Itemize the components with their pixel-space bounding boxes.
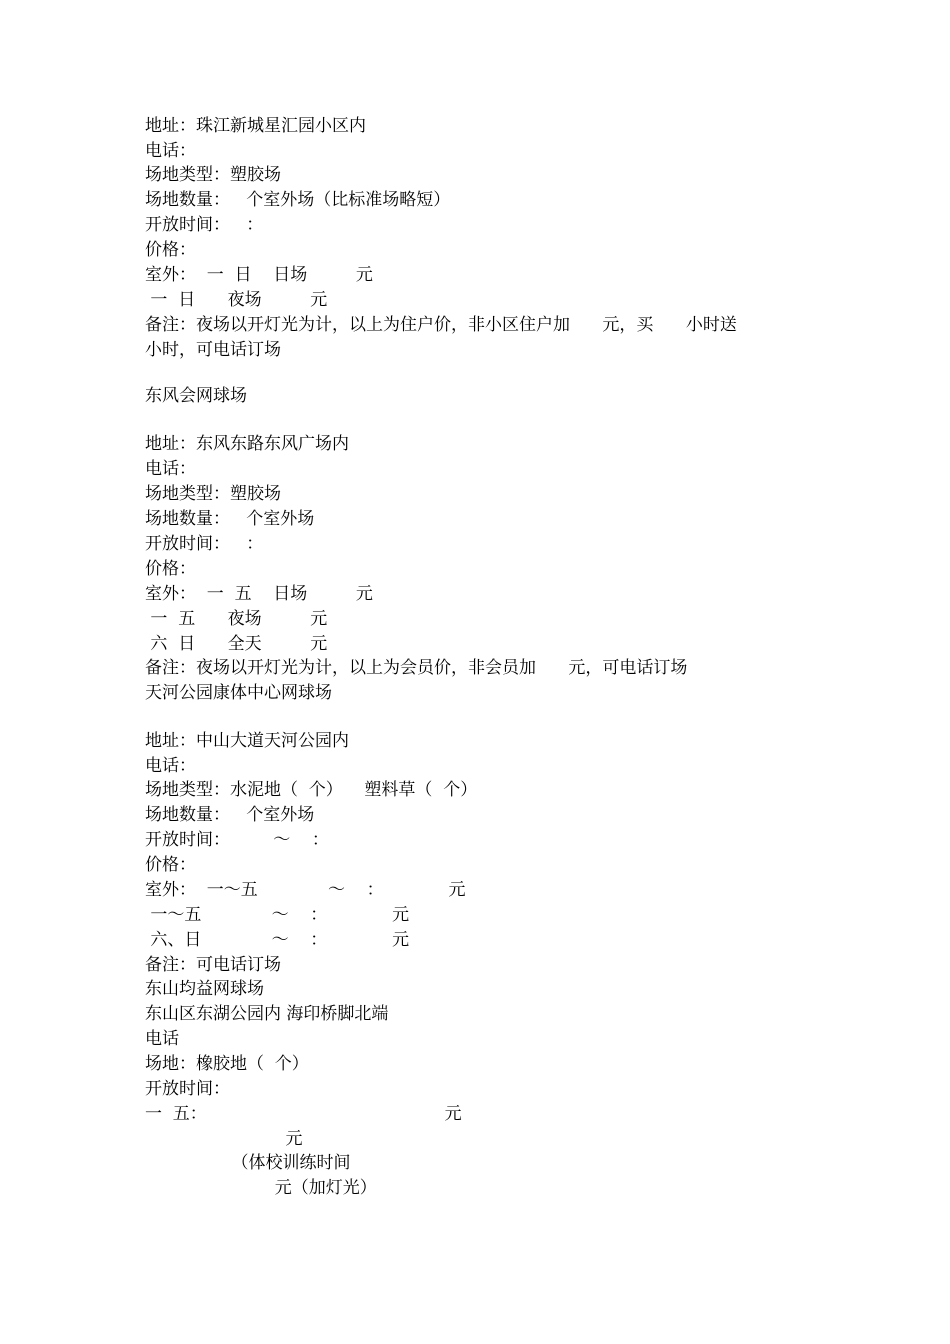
venue3-hours: 开放时间： ～ ： [145, 830, 329, 850]
venue2-price-line3: 六 日 全天 元 [145, 634, 328, 654]
venue2-phone: 电话： [145, 459, 196, 479]
venue1-court-type: 场地类型：塑胶场 [145, 165, 281, 185]
venue3-price-line2: 一～五 ～ ： 元 [145, 905, 410, 925]
venue4-court: 场地：橡胶地（ 个） [145, 1054, 309, 1074]
venue4-hours: 开放时间： [145, 1079, 230, 1099]
venue4-price-a: 元 [145, 1129, 303, 1149]
venue1-hours: 开放时间： ： [145, 215, 264, 235]
venue4-phone: 电话 [145, 1029, 179, 1049]
venue4-training: （体校训练时间 [145, 1153, 351, 1173]
venue2-note: 备注：夜场以开灯光为计，以上为会员价，非会员加 元，可电话订场 [145, 658, 688, 678]
venue2-price-line2: 一 五 夜场 元 [145, 609, 328, 629]
venue3-court-type: 场地类型：水泥地（ 个） 塑料草（ 个） [145, 780, 478, 800]
venue3-phone: 电话： [145, 756, 196, 776]
venue3-price-label: 价格： [145, 855, 196, 875]
venue1-note-line1: 备注：夜场以开灯光为计，以上为住户价，非小区住户加 元，买 小时送 [145, 315, 737, 335]
venue2-court-type: 场地类型：塑胶场 [145, 484, 281, 504]
venue2-court-count: 场地数量： 个室外场 [145, 509, 315, 529]
venue3-note: 备注：可电话订场 [145, 955, 281, 975]
venue1-price-line2: 一 日 夜场 元 [145, 290, 328, 310]
venue1-address: 地址：珠江新城星汇园小区内 [145, 116, 366, 136]
venue4-name: 东山均益网球场 [145, 979, 264, 999]
venue3-price-line3: 六、日 ～ ： 元 [145, 930, 410, 950]
venue2-price-line1: 室外： 一 五 日场 元 [145, 584, 373, 604]
venue1-note-line2: 小时，可电话订场 [145, 340, 281, 360]
venue1-court-count: 场地数量： 个室外场（比标准场略短） [145, 190, 451, 210]
venue4-lighting: 元（加灯光） [145, 1178, 377, 1198]
venue3-name: 天河公园康体中心网球场 [145, 683, 332, 703]
venue3-court-count: 场地数量： 个室外场 [145, 805, 315, 825]
venue3-price-line1: 室外： 一～五 ～ ： 元 [145, 880, 466, 900]
venue2-price-label: 价格： [145, 559, 196, 579]
venue2-address: 地址：东风东路东风广场内 [145, 434, 349, 454]
venue3-address: 地址：中山大道天河公园内 [145, 731, 349, 751]
venue4-address: 东山区东湖公园内 海印桥脚北端 [145, 1004, 389, 1024]
venue1-price-line1: 室外： 一 日 日场 元 [145, 265, 373, 285]
venue2-name: 东风会网球场 [145, 386, 247, 406]
venue1-phone: 电话： [145, 141, 196, 161]
venue4-weekday: 一 五： 元 [145, 1104, 462, 1124]
venue1-price-label: 价格： [145, 240, 196, 260]
venue2-hours: 开放时间： ： [145, 534, 264, 554]
